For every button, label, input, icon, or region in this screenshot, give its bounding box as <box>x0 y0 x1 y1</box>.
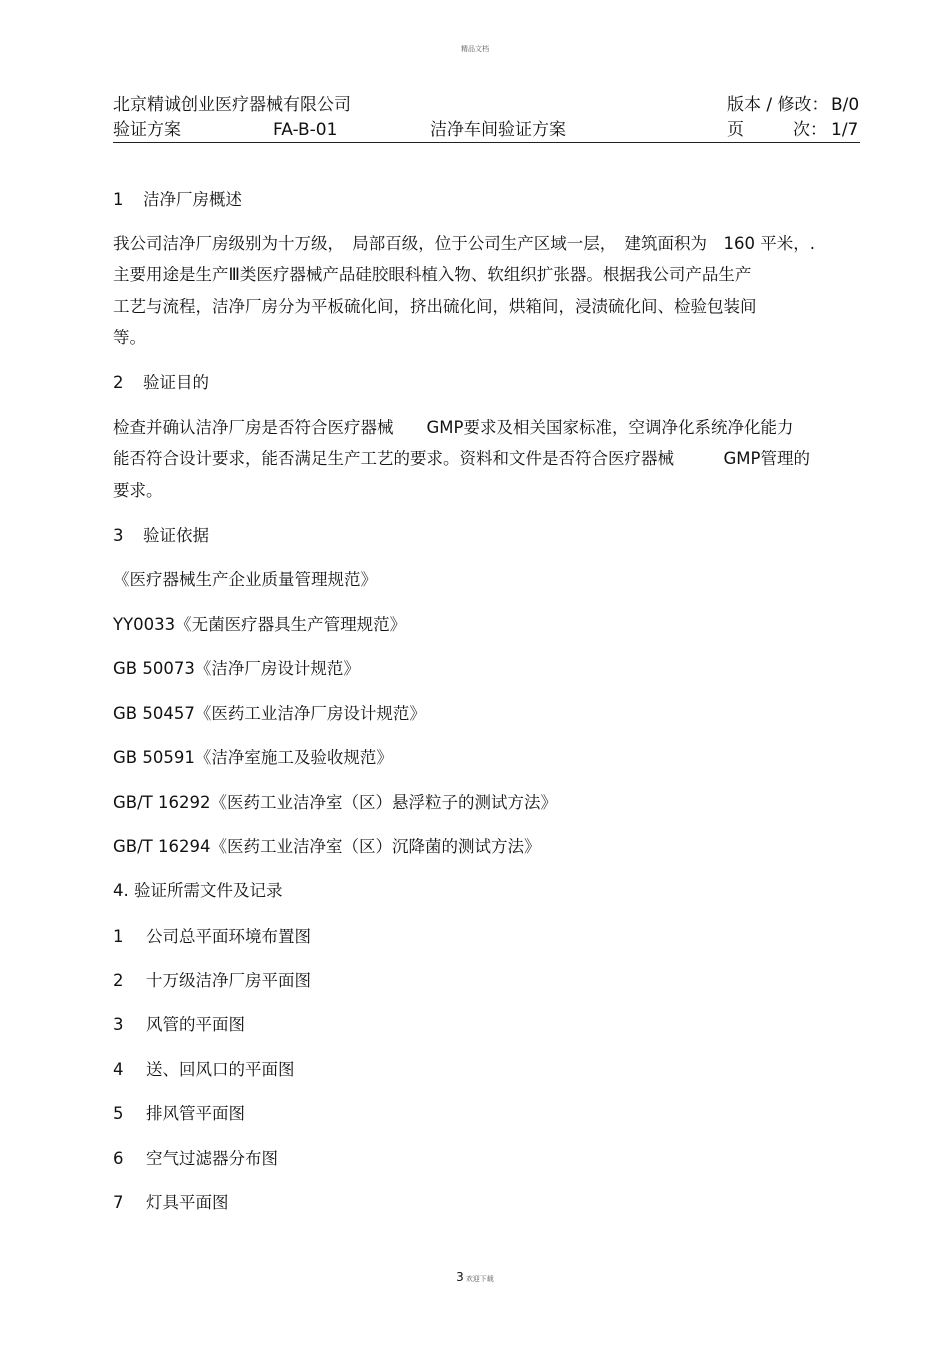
record-number: 7 <box>113 1193 124 1212</box>
record-item <box>113 927 311 947</box>
reference-item: YY0033《无菌医疗器具生产管理规范》 <box>113 615 407 634</box>
section-number: 2 <box>113 373 124 392</box>
paragraph-line: 工艺与流程，洁净厂房分为平板硫化间，挤出硫化间，烘箱间，浸渍硫化间、检验包装间 <box>113 297 757 316</box>
version-value: B/0 <box>831 95 860 115</box>
paragraph-line: 检查并确认洁净厂房是否符合医疗器械 GMP要求及相关国家标准，空调净化系统净化能力 <box>113 418 794 437</box>
paragraph-line: 要求。 <box>113 481 163 500</box>
doc-type: 验证方案 <box>113 120 181 140</box>
section-title: 验证依据 <box>143 526 209 545</box>
section-title: 验证目的 <box>143 373 209 392</box>
version-label: 版本 / 修改： <box>727 95 829 115</box>
page-label-1: 页 <box>727 120 744 140</box>
record-text: 十万级洁净厂房平面图 <box>146 971 311 990</box>
record-text: 灯具平面图 <box>146 1193 229 1212</box>
section-1-heading <box>113 190 242 210</box>
paragraph-line: 能否符合设计要求，能否满足生产工艺的要求。资料和文件是否符合医疗器械 GMP管理的 <box>113 449 810 468</box>
reference-item: GB/T 16292《医药工业洁净室（区）悬浮粒子的测试方法》 <box>113 793 557 812</box>
reference-item: 《医疗器械生产企业质量管理规范》 <box>113 570 377 589</box>
record-number: 5 <box>113 1104 124 1123</box>
header-divider <box>113 142 860 143</box>
record-text: 空气过滤器分布图 <box>146 1149 278 1168</box>
reference-item: GB/T 16294《医药工业洁净室（区）沉降菌的测试方法》 <box>113 837 541 856</box>
record-text: 送、回风口的平面图 <box>146 1060 295 1079</box>
footer-note: 欢迎下载 <box>465 1275 494 1283</box>
paragraph-line: 我公司洁净厂房级别为十万级， 局部百级，位于公司生产区域一层， 建筑面积为 160 平米，. <box>113 234 815 253</box>
record-item <box>113 1060 295 1080</box>
page-value: 1/7 <box>831 120 859 140</box>
section-number: 1 <box>113 190 124 209</box>
paragraph-line: 主要用途是生产Ⅲ类医疗器械产品硅胶眼科植入物、软组织扩张器。根据我公司产品生产 <box>113 265 752 284</box>
section-title: 洁净厂房概述 <box>143 190 242 209</box>
record-number: 4 <box>113 1060 124 1079</box>
reference-item: GB 50073《洁净厂房设计规范》 <box>113 659 360 678</box>
section-number: 3 <box>113 526 124 545</box>
record-number: 3 <box>113 1015 124 1034</box>
record-item <box>113 1015 245 1035</box>
record-text: 风管的平面图 <box>146 1015 245 1034</box>
record-number: 6 <box>113 1149 124 1168</box>
page-label-2: 次： <box>793 120 827 140</box>
section-4-heading: 4. 验证所需文件及记录 <box>113 881 283 900</box>
reference-item: GB 50457《医药工业洁净厂房设计规范》 <box>113 704 426 723</box>
record-item <box>113 1149 278 1169</box>
record-number: 2 <box>113 971 124 990</box>
record-item <box>113 971 311 991</box>
record-item <box>113 1193 229 1213</box>
paragraph-line: 等。 <box>113 328 146 347</box>
record-number: 1 <box>113 927 124 946</box>
doc-title: 洁净车间验证方案 <box>430 120 566 140</box>
top-watermark: 精品文档 <box>461 45 489 53</box>
doc-code: FA-B-01 <box>273 120 338 140</box>
section-3-heading <box>113 526 209 546</box>
section-2-heading <box>113 373 209 393</box>
record-text: 公司总平面环境布置图 <box>146 927 311 946</box>
page-footer <box>0 1270 950 1284</box>
record-item <box>113 1104 245 1124</box>
footer-page-number: 3 <box>456 1270 464 1284</box>
record-text: 排风管平面图 <box>146 1104 245 1123</box>
company-name: 北京精诚创业医疗器械有限公司 <box>113 95 351 115</box>
reference-item: GB 50591《洁净室施工及验收规范》 <box>113 748 393 767</box>
